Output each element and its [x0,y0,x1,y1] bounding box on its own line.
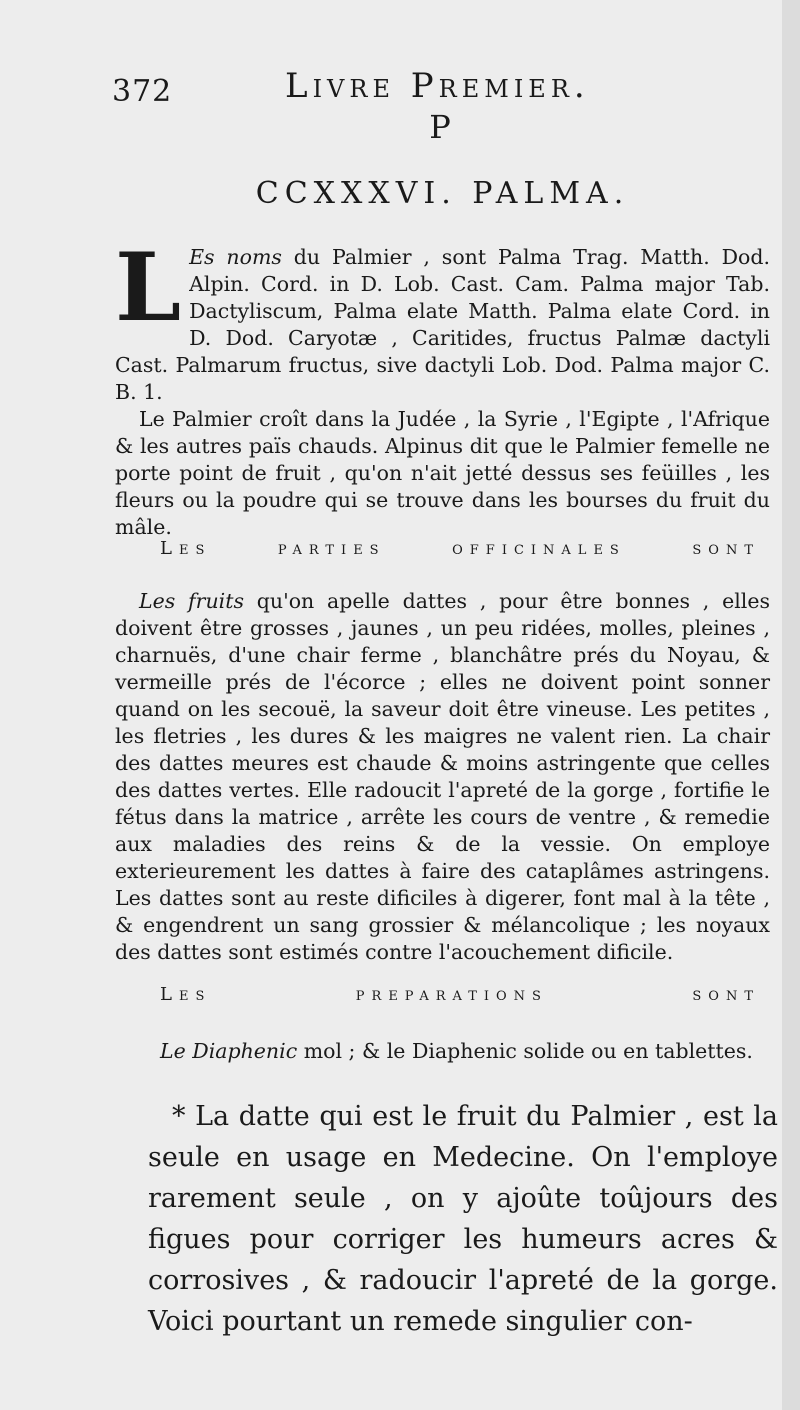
preparations-line [160,1038,760,1065]
fruits-paragraph [115,588,770,966]
officinales-section [115,588,770,966]
commentary-section [148,1096,778,1342]
page-number: 372 [112,74,173,109]
section-letter: P [429,108,451,146]
habitat-paragraph: Le Palmier croît dans la Judée , la Syrie , l'Egipte , l'Afrique & les autres païs chauds. Alpinus dit que le Palmier femelle ne porte point de fruit , qu'on n'ait jetté dessus ses feüilles , les fleurs ou la poudre qui se trouve dans les bourses du fruit du mâle. [115,407,770,539]
preparations-heading: Les preparations sont [160,984,760,1005]
drop-cap: L [115,233,182,343]
fruits-lead: Les fruits [139,589,244,613]
preparations-lead: Le Diaphenic [160,1039,298,1063]
names-paragraph [115,233,770,406]
preparations-text: mol ; & le Diaphenic solide ou en tablettes. [297,1039,753,1063]
names-lead: Es noms [189,245,282,269]
chapter-title: CCXXXVI. PALMA. [255,176,630,211]
running-head: Livre Premier. [285,66,590,106]
commentary-paragraph: * La datte qui est le fruit du Palmier , est la seule en usage en Medecine. On l'employe rarement seule , on y ajoûte toûjours des figues pour corriger les humeurs acres & corrosives , & radoucir l'apreté de la gorge. Voici pourtant un remede singulier con- [148,1101,778,1337]
names-text: du Palmier , sont Palma Trag. Matth. Dod. Alpin. Cord. in D. Lob. Cast. Cam. Palma major Tab. Dactyliscum, Palma elate Matth. Palma elate Cord. in D. Dod. Caryotæ , Caritides, fructus Palmæ dactyli Cast. Palmarum fructus, sive dactyli Lob. Dod. Palma major C. B. 1. [115,245,770,404]
names-section [115,233,770,541]
officinales-heading: Les parties officinales sont [160,538,760,559]
fruits-text: qu'on apelle dattes , pour être bonnes , elles doivent être grosses , jaunes , un peu ridées, molles, pleines , charnuës, d'une chair ferme , blanchâtre prés du Noyau, & vermeille prés de l'écorce ; elles ne doivent point sonner quand on les secouë, la saveur doit être vineuse. Les petites , les fletries , les dures & les maigres ne valent rien. La chair des dattes meures est chaude & moins astringente que celles des dattes vertes. Elle radoucit l'apreté de la gorge , fortifie le fétus dans la matrice , arrête les cours de ventre , & remedie aux maladies des reins & de la vessie. On employe exterieurement les dattes à faire des cataplâmes astringens. Les dattes sont au reste dificiles à digerer, font mal à la tête , & engendrent un sang grossier & mélancolique ; les noyaux des dattes sont estimés contre l'acouchement dificile. [115,589,770,964]
facing-page-edge [782,0,800,1410]
